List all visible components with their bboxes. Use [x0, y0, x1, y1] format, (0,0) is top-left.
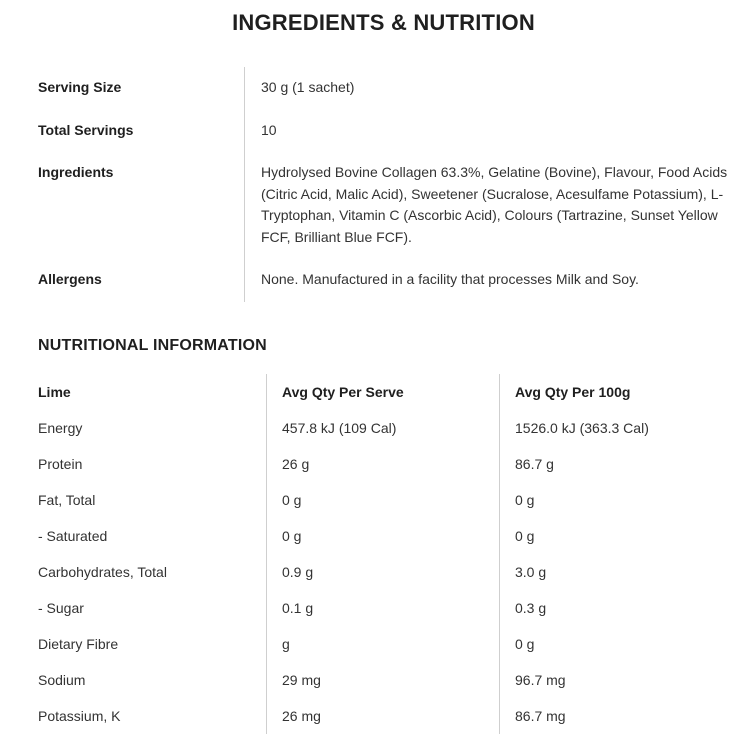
qty-per-100g: 3.0 g	[499, 554, 739, 590]
info-label: Total Servings	[38, 121, 134, 138]
qty-per-serve: 26 mg	[266, 698, 499, 734]
page-title: INGREDIENTS & NUTRITION	[232, 10, 535, 35]
qty-per-serve: 26 g	[266, 446, 499, 482]
qty-per-100g: 1526.0 kJ (363.3 Cal)	[499, 410, 739, 446]
qty-per-100g: 96.7 mg	[499, 662, 739, 698]
nutrient-name: Sodium	[38, 672, 86, 688]
qty-per-serve: 457.8 kJ (109 Cal)	[266, 410, 499, 446]
info-value: 10	[244, 110, 739, 153]
table-row	[38, 662, 739, 698]
info-row-ingredients	[38, 152, 739, 259]
table-row	[38, 626, 739, 662]
qty-per-100g: 0.3 g	[499, 590, 739, 626]
table-row	[38, 518, 739, 554]
table-row	[38, 482, 739, 518]
nutrient-name: Fat, Total	[38, 492, 96, 508]
nutrition-table	[38, 374, 739, 734]
qty-per-100g: 0 g	[499, 626, 739, 662]
info-label: Ingredients	[38, 164, 114, 180]
nutrition-header-row	[38, 374, 739, 410]
qty-per-100g: 86.7 g	[499, 446, 739, 482]
qty-per-100g: 0 g	[499, 482, 739, 518]
qty-per-serve: 0.9 g	[266, 554, 499, 590]
nutrient-name: Dietary Fibre	[38, 636, 119, 652]
table-row	[38, 590, 739, 626]
qty-per-serve: 0.1 g	[266, 590, 499, 626]
table-row	[38, 554, 739, 590]
column-header: Avg Qty Per Serve	[266, 374, 499, 410]
qty-per-100g: 0 g	[499, 518, 739, 554]
nutrient-name: Potassium, K	[38, 708, 121, 724]
info-label: Serving Size	[38, 79, 122, 95]
nutrient-name: - Sugar	[38, 600, 84, 616]
info-label: Allergens	[38, 271, 102, 287]
column-header: Lime	[38, 384, 71, 400]
nutrient-name: Carbohydrates, Total	[38, 564, 167, 580]
qty-per-serve: 29 mg	[266, 662, 499, 698]
table-row	[38, 698, 739, 734]
qty-per-serve: 0 g	[266, 518, 499, 554]
qty-per-serve: 0 g	[266, 482, 499, 518]
nutrient-name: Protein	[38, 456, 83, 472]
info-value: None. Manufactured in a facility that processes Milk and Soy.	[244, 259, 739, 302]
table-row	[38, 446, 739, 482]
info-value: Hydrolysed Bovine Collagen 63.3%, Gelatine (Bovine), Flavour, Food Acids (Citric Acid, Malic Acid), Sweetener (Sucralose, Acesulfame Potassium), L-Tryptophan, Vitamin C (Ascorbic Acid), Colours (Tartrazine, Sunset Yellow FCF, Brilliant Blue FCF).	[244, 152, 739, 259]
info-row-serving-size	[38, 67, 739, 110]
info-value: 30 g (1 sachet)	[244, 67, 739, 110]
qty-per-serve: g	[266, 626, 499, 662]
nutrient-name: - Saturated	[38, 528, 108, 544]
nutrition-section-title: NUTRITIONAL INFORMATION	[38, 337, 267, 354]
column-header: Avg Qty Per 100g	[499, 374, 739, 410]
info-row-total-servings	[38, 110, 739, 153]
product-info-table	[38, 67, 739, 302]
table-row	[38, 410, 739, 446]
nutrient-name: Energy	[38, 420, 83, 436]
info-row-allergens	[38, 259, 739, 302]
qty-per-100g: 86.7 mg	[499, 698, 739, 734]
